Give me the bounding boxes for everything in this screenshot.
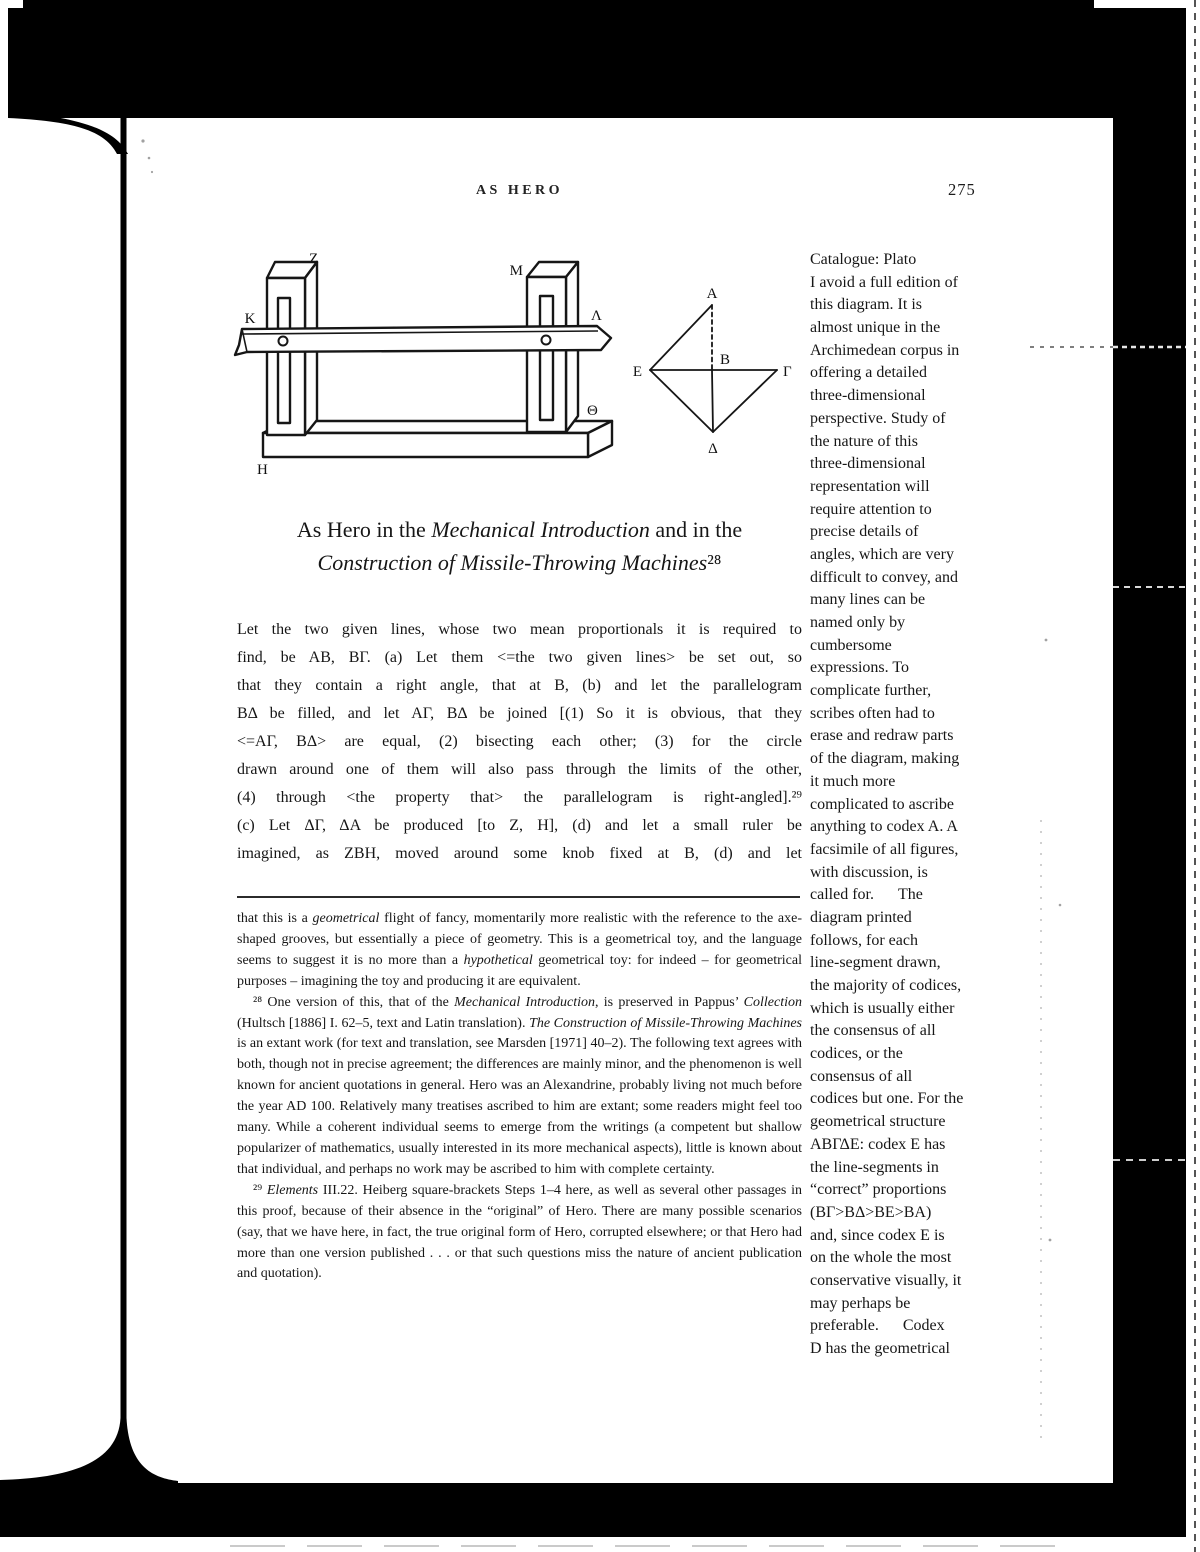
margin-text-line: diagram printed [810,908,912,926]
text-segment: that this is a [237,911,313,926]
text-segment: III.22. Heiberg square-brackets Steps 1–4 here, as well as several other passages in this proof, because of their absence in the “original” of Hero. There are many possible scenarios (say, that we have here, in fact, the true original form of Hero, corrupted elsewhere; or that Hero had more than one version published . . . or that such questions miss the nature of ancient publication and quotation). [237,1182,802,1282]
margin-text-line: called for. The [810,886,923,904]
margin-text-line: the line-segments in [810,1158,939,1176]
margin-text-line: on the whole the most [810,1249,952,1267]
margin-text-line: line-segment drawn, [810,954,941,972]
text-segment: Mechanical Introduction [454,994,595,1010]
ruler-bar [235,326,611,355]
margin-text-line: scribes often had to [810,704,935,722]
geometry-label-a: A [706,286,718,302]
geometry-label-e: E [632,364,642,380]
page-number: 275 [948,180,976,199]
margin-text-line: perspective. Study of [810,409,946,427]
right-knob [542,336,551,345]
machine-label-lambda: Λ [591,308,602,324]
section-title-line2 [237,546,802,579]
margin-text-line: erase and redraw parts [810,727,954,745]
margin-text-line: ABΓΔE: codex E has [810,1135,946,1153]
footnote-29 [237,1181,802,1286]
scan-bottom-left-curl2 [126,1418,178,1484]
margin-text-line: three-dimensional [810,387,926,405]
margin-text-line: complicate further, [810,682,932,700]
text-segment: As Hero in the [296,517,432,542]
text-segment: Mechanical Introduction [431,517,650,542]
text-segment: and in the [649,517,743,542]
margin-text-line: named only by [810,614,906,631]
machine-label-m: M [509,263,523,279]
left-post-slot [278,298,290,423]
text-segment: flight of fancy, momentarily more realistic with the reference to the axe-shaped grooves, but essentially a piece of geometry. This is a geometrical toy, and the language seems to suggest it is no more than a [237,911,803,968]
margin-text-line: almost unique in the [810,319,941,337]
section-title-line1 [237,513,802,546]
margin-text-line: “correct” proportions [810,1181,947,1199]
line-delta-gamma [713,370,777,432]
text-segment: , is preserved in Pappus’ [594,994,744,1010]
margin-text-line: many lines can be [810,591,926,609]
running-head: AS HERO [475,183,564,198]
text-segment: The Construction of Missile-Throwing Machines [529,1015,802,1031]
margin-text-line: which is usually either [810,999,955,1017]
margin-text-line: angles, which are very [810,545,954,563]
margin-text-line: precise details of [810,523,919,541]
machine-label-k: K [244,311,256,327]
text-segment: is an extant work (for text and translation, see Marsden [1971] 40–2). The following text agrees with both, though not in precise agreement; the differences are mainly minor, and the phenomenon is well known for ancient quotations in general. Hero was an Alexandrine, probably living not much before the year AD 100. Relatively many treatises ascribed to him are extant; some readers might feel too many. While a coherent individual seems to emerge from the writings (a competent but shallow popularizer of mathematics, usually interested in its more mechanical aspects), little is known about that individual, and perhaps no work may be ascribed to him with complete certainty. [237,1036,802,1177]
footnote-rule [237,896,800,898]
geometry-label-gamma: Γ [783,364,792,380]
machine-diagram [230,248,625,483]
body-text-line: Let the two given lines, whose two mean proportionals it is required to [237,621,802,638]
text-segment: geometrical toy: for indeed – for geometrical purposes – imagining the toy and producing it are equivalent. [237,952,802,989]
margin-text-line: geometrical structure [810,1113,946,1131]
line-E-delta [650,370,713,432]
scan-top-band [8,8,1186,118]
margin-text-line: of the diagram, making [810,750,960,768]
text-segment: (Hultsch [1886] I. 62–5, text and Latin translation). [237,1015,530,1031]
text-segment: geometrical [312,911,380,926]
machine-label-z: Z [309,251,319,267]
margin-text-line: representation will [810,477,930,495]
margin-text-line: Catalogue: Plato [810,251,917,268]
margin-text-line: conservative visually, it [810,1271,962,1289]
base-front-face [263,433,588,457]
line-B-delta [712,370,713,432]
margin-text-line: Archimedean corpus in [810,341,960,359]
margin-text-line: it much more [810,772,896,790]
section-title [237,513,802,579]
line-EA [650,305,712,370]
body-text-line: (c) Let ΔΓ, ΔA be produced [to Z, H], (d) and let a small ruler be [237,817,802,834]
margin-text-line: with discussion, is [810,863,928,881]
footnote-continuation [237,909,802,993]
scan-bottom-band [0,1483,1186,1537]
margin-text-line: and, since codex E is [810,1226,945,1244]
margin-text-line: consensus of all [810,1067,913,1085]
margin-text-line: preferable. Codex [810,1317,945,1335]
scan-bottom-left-curl [0,1418,127,1484]
footnote-28 [237,993,802,1181]
margin-text-line: offering a detailed [810,364,927,382]
geometry-label-b: B [720,352,731,368]
margin-text-line: codices, or the [810,1045,903,1063]
margin-text-line: complicated to ascribe [810,795,954,813]
text-segment: hypothetical [463,952,533,968]
margin-text-line: expressions. To [810,659,910,677]
right-post-slot [540,296,553,420]
margin-text-line: require attention to [810,500,932,518]
body-text-line: (4) through <the property that> the parallelogram is right-angled].²⁹ [237,789,802,806]
text-segment: Construction of Missile-Throwing Machines [317,550,708,575]
text-segment: ²⁸ One version of this, that of the [253,994,455,1010]
main-paragraph [237,616,802,868]
text-segment: ²⁸ [707,550,722,575]
left-knob [279,337,288,346]
margin-text-line: this diagram. It is [810,296,922,314]
body-text-line: find, be AB, BΓ. (a) Let them <=the two given lines> be set out, so [237,649,802,666]
margin-text-line: anything to codex A. A [810,818,958,836]
geometry-figure [628,283,798,463]
machine-label-theta: Θ [587,403,598,419]
scan-right-band [1113,8,1186,1537]
margin-text-line: may perhaps be [810,1294,911,1312]
text-segment: Collection [743,994,802,1010]
text-segment: ²⁹ [253,1182,267,1198]
margin-text-line: the majority of codices, [810,977,962,994]
body-text-line: drawn around one of them will also pass through the limits of the other, [237,761,802,778]
body-text-line: imagined, as ZBH, moved around some knob fixed at B, (d) and let [237,845,802,862]
margin-text-line: facsimile of all figures, [810,840,959,858]
margin-text-line: cumbersome [810,636,892,654]
margin-text-line: three-dimensional [810,455,926,473]
geometry-label-delta: Δ [708,441,718,457]
margin-text-line: D has the geometrical [810,1340,950,1357]
footnotes [237,909,802,1285]
margin-text-line: codices but one. For the [810,1090,964,1108]
body-text-line: <=AΓ, BΔ> are equal, (2) bisecting each other; (3) for the circle [237,733,802,750]
scan-left-gutter-line [121,116,127,1486]
margin-text-line: difficult to convey, and [810,568,958,586]
body-text-line: BΔ be filled, and let AΓ, BΔ be joined [(1) So it is obvious, that they [237,705,802,722]
margin-text-line: (BΓ>BΔ>BE>BA) [810,1203,932,1221]
margin-text-line: the consensus of all [810,1022,936,1040]
margin-text-line: the nature of this [810,432,918,450]
text-segment: Elements [266,1182,319,1198]
margin-text-line: I avoid a full edition of [810,273,958,291]
margin-text-line: follows, for each [810,931,918,949]
body-text-line: that they contain a right angle, that at B, (b) and let the parallelogram [237,677,802,694]
margin-commentary [810,249,1020,1361]
machine-label-h: H [257,462,268,478]
